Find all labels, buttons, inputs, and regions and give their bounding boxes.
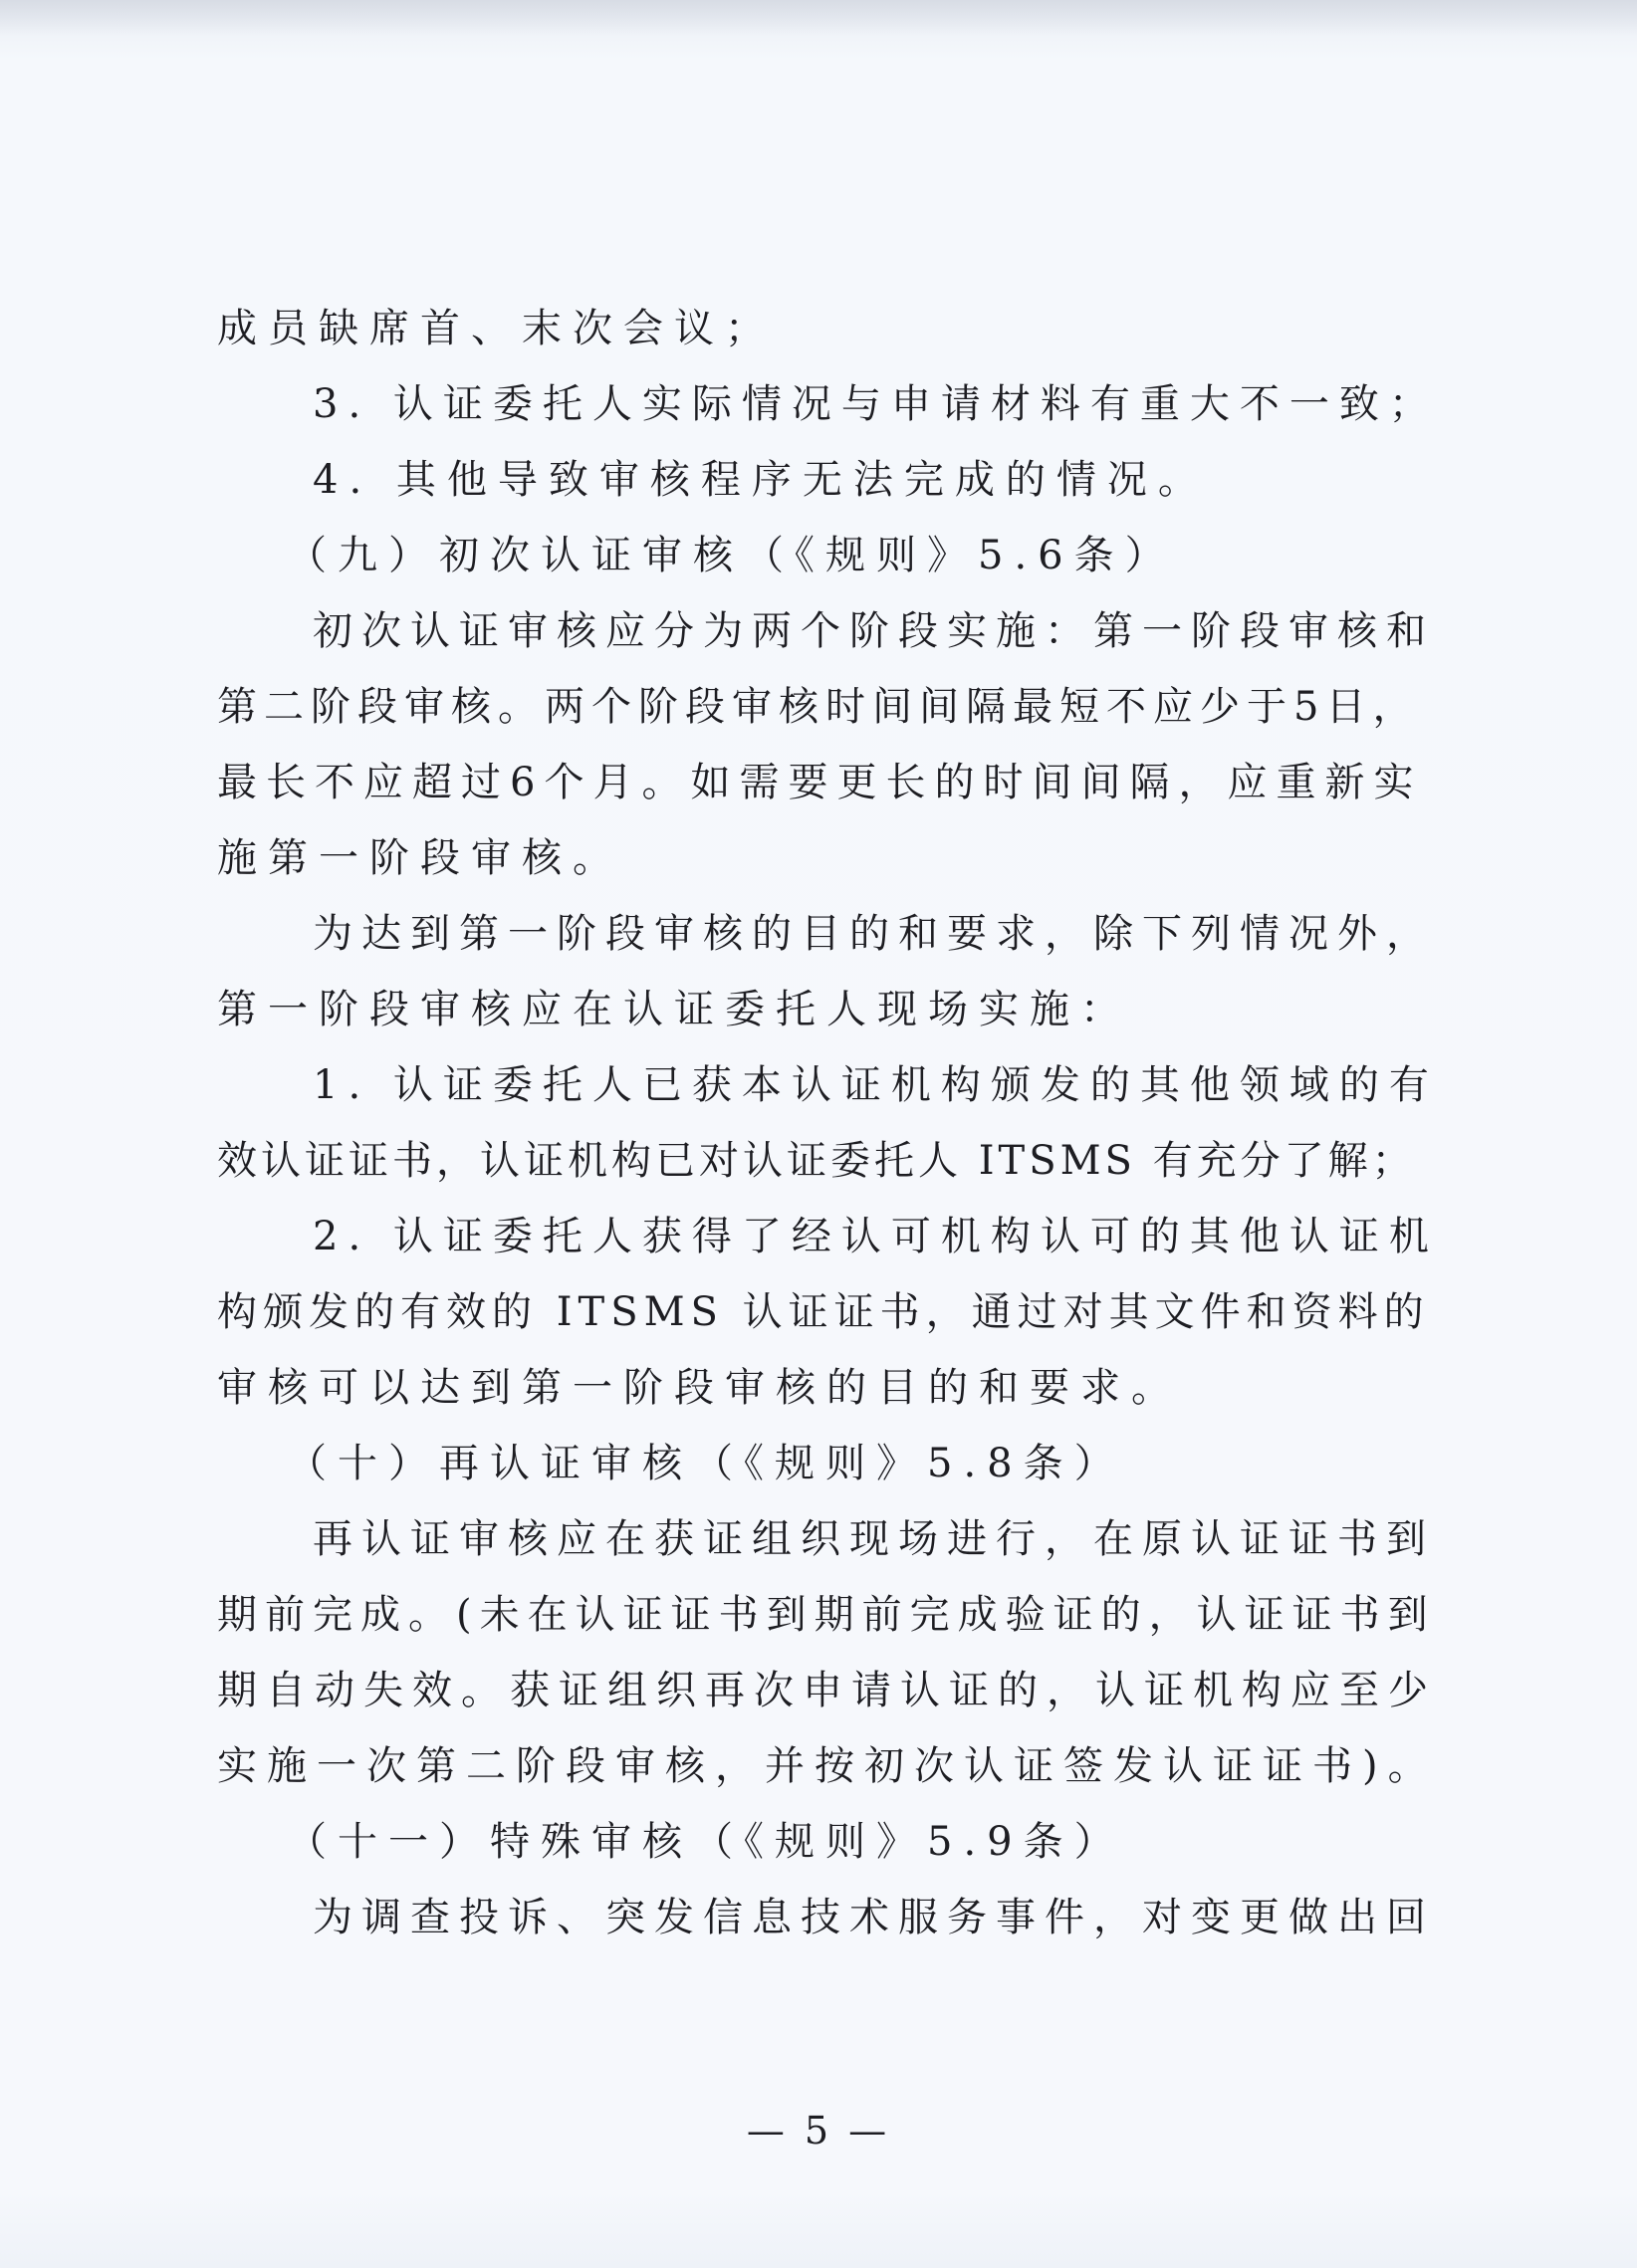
text-line-8: 施第一阶段审核。 (217, 835, 623, 881)
text-line-7: 最长不应超过6个月。如需要更长的时间间隔，应重新实 (217, 760, 1423, 805)
scan-shadow (0, 0, 1637, 36)
text-line-6: 第二阶段审核。两个阶段审核时间间隔最短不应少于5日， (217, 684, 1420, 730)
text-line-18: 期前完成。(未在认证证书到期前完成验证的，认证证书到 (217, 1592, 1436, 1638)
text-line-3: 4. 其他导致审核程序无法完成的情况。 (313, 457, 1209, 503)
text-line-10: 第一阶段审核应在认证委托人现场实施： (217, 987, 1131, 1032)
section-heading-9: （九）初次认证审核（《规则》5.6条） (287, 533, 1176, 578)
text-line-17: 再认证审核应在获证组织现场进行，在原认证证书到 (313, 1516, 1435, 1562)
text-line-1: 成员缺席首、末次会议； (217, 306, 776, 351)
page-number: — 5 — (746, 2109, 891, 2153)
text-line-13: 2. 认证委托人获得了经认可机构认可的其他认证机 (313, 1214, 1439, 1259)
text-line-11: 1. 认证委托人已获本认证机构颁发的其他领域的有 (313, 1062, 1439, 1108)
text-line-2: 3. 认证委托人实际情况与申请材料有重大不一致； (313, 381, 1439, 427)
section-heading-11: （十一）特殊审核（《规则》5.9条） (287, 1819, 1125, 1865)
text-line-14: 构颁发的有效的 ITSMS 认证证书，通过对其文件和资料的 (217, 1289, 1430, 1335)
text-line-20: 实施一次第二阶段审核，并按初次认证签发认证证书)。 (217, 1743, 1438, 1789)
section-heading-10: （十）再认证审核（《规则》5.8条） (287, 1441, 1125, 1486)
text-line-19: 期自动失效。获证组织再次申请认证的，认证机构应至少 (217, 1668, 1437, 1713)
text-line-5: 初次认证审核应分为两个阶段实施：第一阶段审核和 (313, 608, 1435, 654)
text-line-22: 为调查投诉、突发信息技术服务事件，对变更做出回 (313, 1895, 1435, 1940)
text-line-12: 效认证证书，认证机构已对认证委托人 ITSMS 有充分了解； (217, 1138, 1416, 1184)
text-line-15: 审核可以达到第一阶段审核的目的和要求。 (217, 1365, 1182, 1411)
text-line-9: 为达到第一阶段审核的目的和要求，除下列情况外， (313, 911, 1435, 957)
